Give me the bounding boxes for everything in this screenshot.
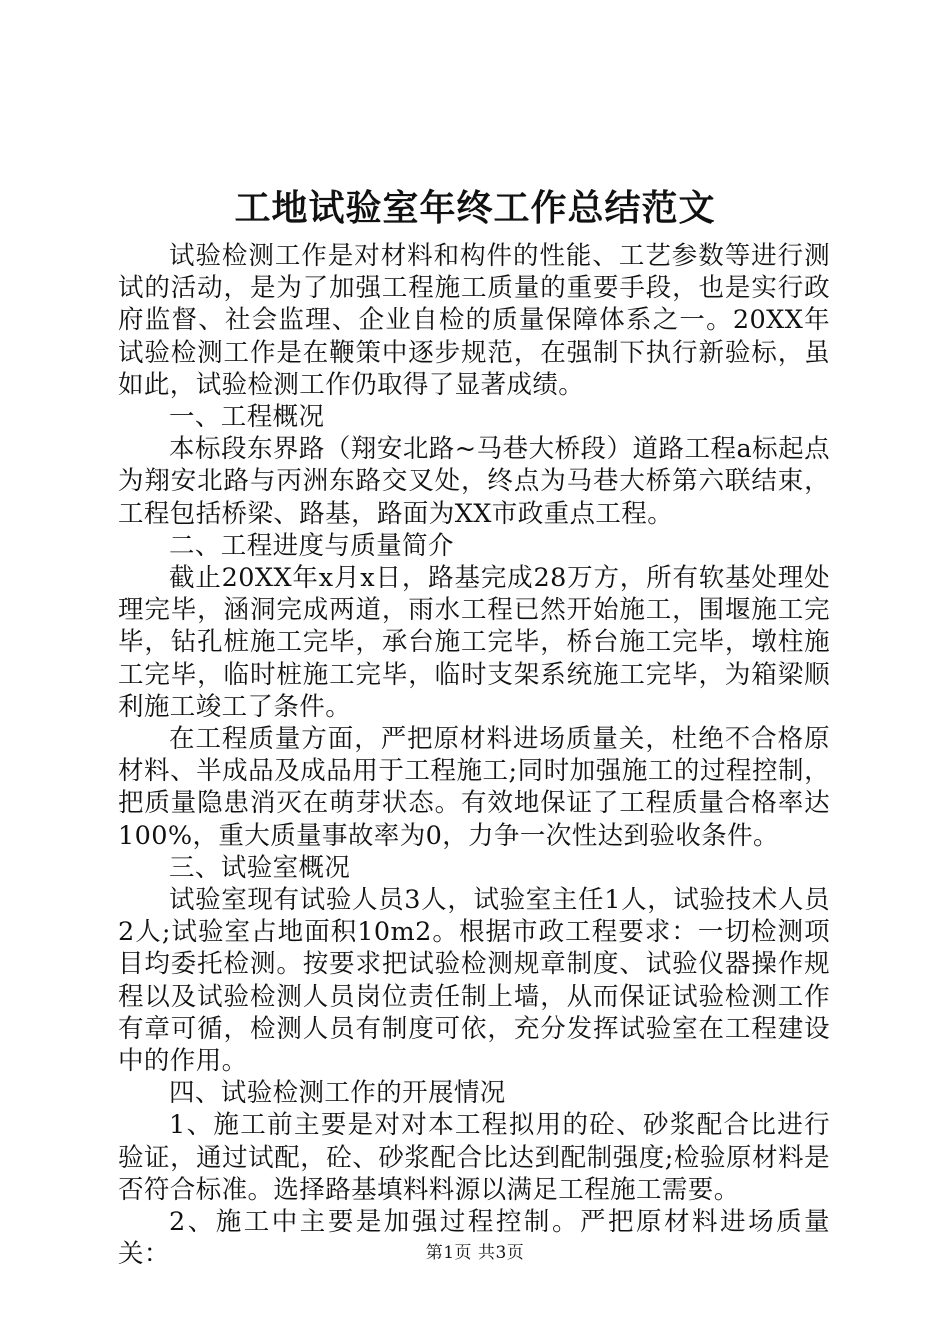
- section-heading-lab: 三、试验室概况: [169, 852, 351, 883]
- paragraph-testing-during: 2、施工中主要是加强过程控制。严把原材料进场质量关：: [118, 1207, 830, 1270]
- section-heading-overview: 一、工程概况: [169, 402, 325, 433]
- document-title: 工地试验室年终工作总结范文: [234, 187, 716, 229]
- paragraph-quality: 在工程质量方面，严把原材料进场质量关，杜绝不合格原材料、半成品及成品用于工程施工;同时加强施工的过程控制，把质量隐患消灭在萌芽状态。有效地保证了工程质量合格率达100%，重大质量事故率为0，力争一次性达到验收条件。: [118, 724, 830, 851]
- document-body: [118, 240, 830, 1271]
- paragraph-testing-before: 1、施工前主要是对对本工程拟用的砼、砂浆配合比进行验证，通过试配，砼、砂浆配合比达到配制强度;检验原材料是否符合标准。选择路基填料料源以满足工程施工需要。: [118, 1110, 830, 1205]
- section-heading-testing: 四、试验检测工作的开展情况: [169, 1078, 506, 1109]
- paragraph-overview: 本标段东界路（翔安北路~马巷大桥段）道路工程a标起点为翔安北路与丙洲东路交叉处，终点为马巷大桥第六联结束，工程包括桥梁、路基，路面为XX市政重点工程。: [118, 434, 830, 529]
- paragraph-progress: 截止20XX年x月x日，路基完成28万方，所有软基处理处理完毕，涵洞完成两道，雨水工程已然开始施工，围堰施工完毕，钻孔桩施工完毕，承台施工完毕，桥台施工完毕，墩柱施工完毕，临时桩施工完毕，临时支架系统施工完毕，为箱梁顺利施工竣工了条件。: [118, 563, 830, 722]
- paragraph-intro: 试验检测工作是对材料和构件的性能、工艺参数等进行测试的活动，是为了加强工程施工质量的重要手段，也是实行政府监督、社会监理、企业自检的质量保障体系之一。20XX年试验检测工作是在鞭策中逐步规范，在强制下执行新验标，虽如此，试验检测工作仍取得了显著成绩。: [118, 241, 830, 400]
- section-heading-progress: 二、工程进度与质量简介: [169, 530, 454, 561]
- page-footer: 第1页 共3页: [425, 1243, 525, 1263]
- paragraph-lab: 试验室现有试验人员3人，试验室主任1人，试验技术人员2人;试验室占地面积10m2。根据市政工程要求：一切检测项目均委托检测。按要求把试验检测规章制度、试验仪器操作规程以及试验检测人员岗位责任制上墙，从而保证试验检测工作有章可循，检测人员有制度可依，充分发挥试验室在工程建设中的作用。: [118, 885, 830, 1077]
